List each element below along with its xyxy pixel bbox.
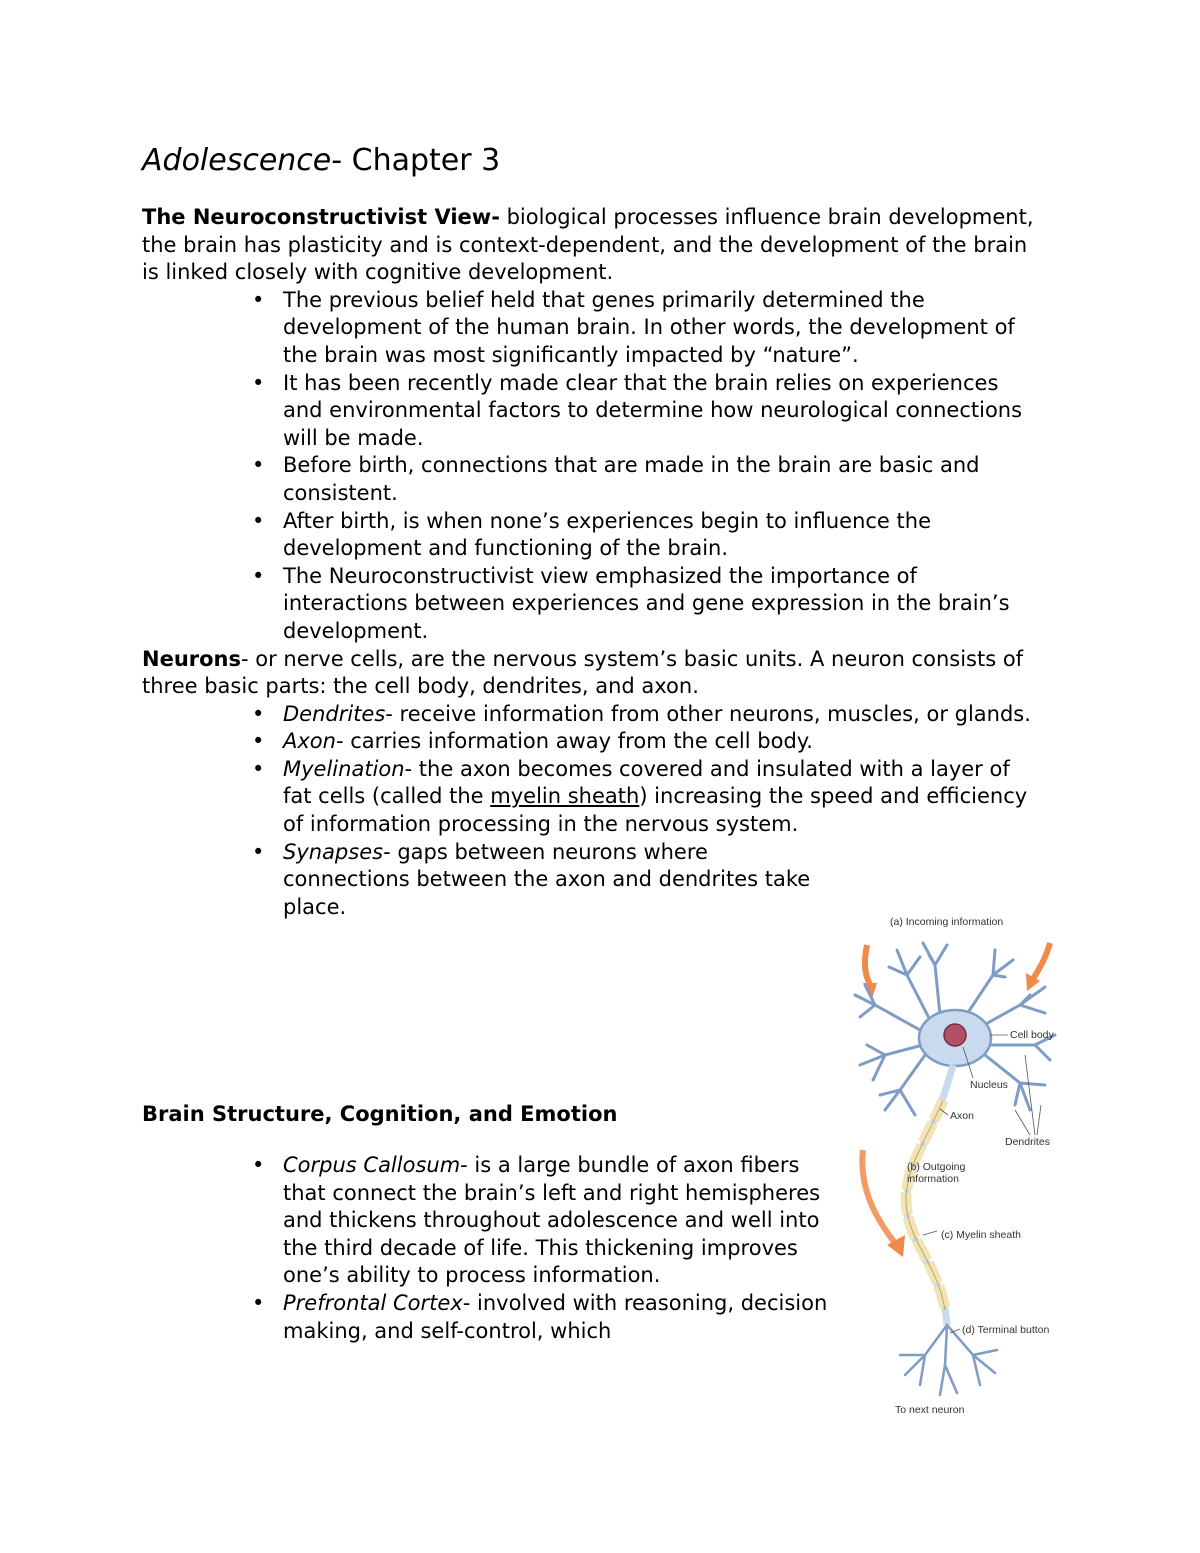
main-content xyxy=(142,204,1042,921)
myelination-text-a: - the axon becomes covered and insulated with a layer of fat cells (called the xyxy=(283,756,1010,809)
label-axon: Axon xyxy=(950,1110,974,1122)
outgoing-arrow xyxy=(862,1150,895,1243)
myelin-sheath-shape xyxy=(906,1100,945,1310)
prefrontal-cortex-text: - involved with reasoning, decision making, and self-control, which xyxy=(283,1290,828,1343)
list-item: • Before birth, connections that are made in the brain are basic and consistent. xyxy=(283,452,1042,507)
list-item-corpus-callosum xyxy=(283,1152,843,1290)
neurons-paragraph xyxy=(142,646,1042,701)
page-title xyxy=(142,142,500,180)
list-item-prefrontal-cortex xyxy=(283,1290,843,1345)
label-outgoing-1: (b) Outgoing xyxy=(907,1161,966,1173)
myelin-sheath-underlined: myelin sheath xyxy=(490,784,640,809)
label-terminal-button: (d) Terminal button xyxy=(962,1324,1050,1336)
title-italic: Adolescence xyxy=(142,143,332,178)
neuroconstructivist-definition: biological processes influence brain development, the brain has plasticity and is context-dependent, and the development of the brain is linked closely with cognitive development. xyxy=(142,205,1034,285)
brain-structure-list xyxy=(142,1152,843,1345)
label-cell-body: Cell body xyxy=(1010,1029,1054,1041)
label-dendrites: Dendrites xyxy=(1005,1136,1050,1148)
corpus-callosum-term: Corpus Callosum xyxy=(283,1153,461,1177)
brain-structure-content xyxy=(142,1152,842,1345)
axon-term: Axon xyxy=(283,729,336,754)
list-item: • The Neuroconstructivist view emphasized the importance of interactions between experiences and gene expression in the brain’s development. xyxy=(283,563,1042,646)
nucleus-shape xyxy=(944,1024,966,1046)
list-item: • After birth, is when none’s experiences begin to influence the development and functioning of the brain. xyxy=(283,508,1042,563)
label-nucleus: Nucleus xyxy=(970,1079,1008,1091)
list-item: • The previous belief held that genes primarily determined the development of the human brain. In other words, the development of the brain was most significantly impacted by “nature”. xyxy=(283,287,1042,370)
label-myelin-sheath: (c) Myelin sheath xyxy=(941,1229,1021,1241)
list-item: • It has been recently made clear that the brain relies on experiences and environmental factors to determine how neurological connections will be made. xyxy=(283,370,1042,453)
corpus-callosum-text: - is a large bundle of axon fibers that connect the brain’s left and right hemispheres and thickens throughout adolescence and well into the third decade of life. This thickening improves one’s ability to process information. xyxy=(283,1153,821,1288)
label-next-neuron: To next neuron xyxy=(895,1404,965,1416)
title-rest: - Chapter 3 xyxy=(331,143,501,178)
dendrites-term: Dendrites xyxy=(283,701,386,726)
neurons-term: Neurons xyxy=(142,646,242,671)
dendrites-text: - receive information from other neurons, muscles, or glands. xyxy=(385,701,1031,726)
list-item-myelination xyxy=(283,756,1042,839)
neuroconstructivist-term: The Neuroconstructivist View- xyxy=(142,205,500,229)
list-item-synapses xyxy=(283,839,823,922)
label-incoming: (a) Incoming information xyxy=(890,916,1004,928)
neuroconstructivist-list xyxy=(142,287,1042,646)
incoming-arrow-left xyxy=(865,945,871,987)
myelination-text-b: ) increasing the speed and efficiency of information processing in the nervous system. xyxy=(283,784,1028,837)
neuroconstructivist-paragraph xyxy=(142,204,1042,287)
neuron-diagram xyxy=(845,905,1070,1420)
label-outgoing-2: information xyxy=(907,1173,959,1185)
prefrontal-cortex-term: Prefrontal Cortex xyxy=(283,1290,463,1315)
list-item-dendrites xyxy=(283,701,1042,729)
axon-text: - carries information away from the cell body. xyxy=(335,729,813,754)
neurons-list xyxy=(142,701,1042,839)
neuron-illustration xyxy=(845,905,1070,1420)
synapses-term: Synapses xyxy=(283,839,384,864)
brain-structure-heading: Brain Structure, Cognition, and Emotion xyxy=(142,1102,618,1126)
synapses-text: - gaps between neurons where connections between the axon and dendrites take place. xyxy=(283,839,811,919)
neurons-definition: - or nerve cells, are the nervous system’s basic units. A neuron consists of three basic parts: the cell body, dendrites, and axon. xyxy=(142,646,1024,699)
list-item-axon xyxy=(283,728,1042,756)
myelination-term: Myelination xyxy=(283,756,405,781)
synapses-list xyxy=(142,839,823,922)
incoming-arrow-right xyxy=(1033,943,1050,979)
